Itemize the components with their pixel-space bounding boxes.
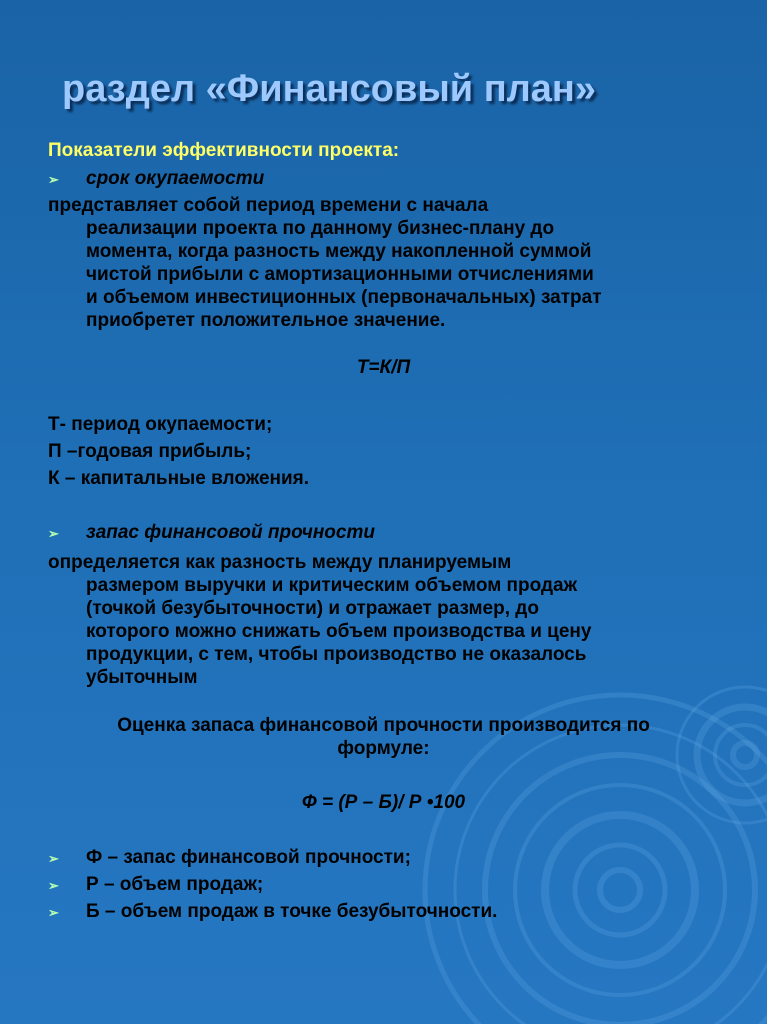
- slide-title: раздел «Финансовый план»: [62, 68, 597, 110]
- margin-definition: определяется как разность между планируемым размером выручки и критическим объемом продаж (точкой безубыточности) и отражает размер, до которого можно снижать объем производства и цену продукции, с тем, чтобы производство не оказалось убыточным: [48, 552, 592, 688]
- subheading: Показатели эффективности проекта:: [48, 140, 400, 161]
- formula-intro: Оценка запаса финансовой прочности производится по формуле:: [117, 715, 650, 759]
- payback-definition: представляет собой период времени с начала реализации проекта по данному бизнес-плану до момента, когда разность между накопленной суммой чистой прибыли с амортизационными отчислениями и объемом инвестиционных (первоначальных) затрат приобретет положительное значение.: [48, 195, 602, 331]
- arrow-bullet-icon: ➢: [48, 172, 59, 187]
- arrow-bullet-icon: ➢: [48, 905, 59, 920]
- margin-formula: Ф = (Р – Б)/ Р •100: [301, 792, 466, 813]
- arrow-bullet-icon: ➢: [48, 878, 59, 893]
- margin-legend-r: ➢ Р – объем продаж;: [48, 874, 264, 895]
- payback-legend-k: К – капитальные вложения.: [48, 468, 310, 489]
- arrow-bullet-icon: ➢: [48, 526, 59, 541]
- payback-term: срок окупаемости: [86, 168, 265, 189]
- payback-legend-p: П –годовая прибыль;: [48, 441, 252, 462]
- payback-legend-t: Т- период окупаемости;: [48, 414, 273, 435]
- arrow-bullet-icon: ➢: [48, 851, 59, 866]
- payback-formula: Т=К/П: [356, 357, 411, 378]
- bullet-margin: [48, 522, 375, 544]
- margin-legend-f: ➢ Ф – запас финансовой прочности;: [48, 847, 411, 868]
- bullet-payback: [48, 168, 264, 190]
- margin-term: запас финансовой прочности: [86, 522, 375, 543]
- margin-legend-b: ➢ Б – объем продаж в точке безубыточности.: [48, 901, 498, 922]
